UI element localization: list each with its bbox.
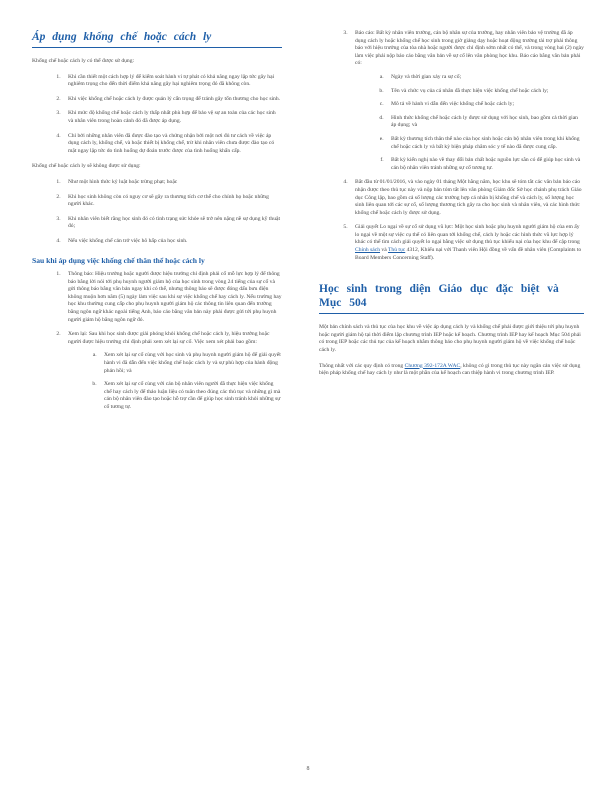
uses-list: [32, 74, 282, 156]
report-list-item: [349, 179, 584, 217]
wac-text-before: Thông nhất với các quy định có trong: [319, 362, 405, 369]
page-number: 8: [306, 766, 310, 772]
uses-list-item: 2. Khi việc khống chế hoặc cách ly được quản lý cẩn trọng để tránh gây tổn thương cho học sinh.: [62, 96, 282, 104]
uses-list-item: 4. Chỉ bởi những nhân viên đã được đào tạo và chứng nhận bởi một nơi đủ tư cách về việc áp dụng cách ly, khống chế, và hoặc thiết bị khống chế, trừ khi nhân viên chưa được đào tạo có mặt ngay lập tức do tình huống dự đoán trước được của tình huống khẩn cấp.: [62, 133, 282, 156]
section-title-applying-restraint: Áp dụng khống chế hoặc cách ly: [32, 30, 282, 48]
complaint-text-mid: và: [380, 247, 388, 254]
report-sublist-item: d. Hình thức khống chế hoặc cách ly được sử dụng với học sinh, bao gồm cả thời gian áp dụng; và: [385, 115, 584, 130]
nonuses-list-item: 2. Khi học sinh không còn có nguy cơ sẽ gây ra thương tích cơ thể cho chính họ hoặc những người khác.: [62, 194, 282, 209]
iep-paragraph: Một bản chính sách và thủ tục của học khu về việc áp dụng cách ly và khống chế phải được giới thiệu tới phụ huynh hoặc người giám hộ tại thời điểm lập chương trình IEP hoặc kế hoạch. Chương trình IEP hay kế hoạch Mục 504 phải có trong IEP hoặc các thủ tục của kế hoạch nhằm thông báo cho phụ huynh người giám hộ về việc khống chế hoặc cách ly.: [319, 324, 581, 354]
after-list: [32, 271, 282, 412]
annual-summary-text: Bắt đầu từ 01/01/2016, và vào ngày 01 tháng Một hằng năm, học khu sẽ tóm tắt các văn bản báo cáo nhận được theo thủ tục này và nộp bản tóm tắt lên văn phòng Giám đốc Sở học chánh phụ trách Giáo dục Công lập, bao gồm cả số lượng các trường hợp cá nhân bị khống chế và cách ly, số lượng học sinh liên quan tới các sự cố, số lượng thương tích gây ra cho học sinh và nhân viên, và các hình thức khống chế hoặc cách ly được sử dụng.: [355, 179, 582, 216]
wac-link[interactable]: Chương 392-172A WAC: [404, 362, 461, 369]
after-list-item: [62, 271, 282, 324]
nonuses-list-item: 3. Khi nhân viên biết rằng học sinh đó có tình trạng sức khỏe sẽ trở nên nặng nề sự dụng kỹ thuật đó;: [62, 216, 282, 231]
nonuses-list-item: 1. Như một hình thức kỷ luật hoặc trừng phạt; hoặc: [62, 179, 282, 187]
report-sublist-item: c. Mô tả về hành vi dẫn đến việc khống chế hoặc cách ly;: [385, 101, 584, 109]
complaint-text-before: Giải quyết Lo ngại về sự cố sử dụng vũ lực: Một học sinh hoặc phụ huynh người giám hộ của em ấy lo ngại về một sự việc cụ thể có liên quan tới khống chế, cách ly hoặc các hình thức vũ lực hợp lý khác có thể tìm cách giải quyết lo ngại bằng việc sử dụng thủ tục khiếu nại của học khu để cập trong: [355, 224, 580, 246]
report-list-item: [349, 224, 584, 262]
review-sublist-item: a. Xem xét lại sự cố cùng với học sinh và phụ huynh người giám hộ để giải quyết hành vi đã dẫn đến việc khống chế hoặc cách ly và sự phù hợp của hành động phản hồi; và: [98, 352, 282, 375]
nonuses-list-item: 4. Nếu việc khống chế cản trở việc hô hấp của học sinh.: [62, 238, 282, 246]
review-sublist-item: b. Xem xét lại sự cố cùng với cán bộ nhân viên người đã thực hiện việc khống chế hay cách ly để thảo luận liệu có tuân theo đúng các thủ tục và những gì mà cán bộ nhân viên đào tạo hoặc hỗ trợ cần để giúp học sinh tránh khỏi những sự cố tương tự.: [98, 381, 282, 411]
report-sublist: [355, 74, 584, 172]
report-list-item: [349, 30, 584, 172]
procedure-link[interactable]: Thủ tục: [388, 247, 406, 254]
nonuses-list: [32, 179, 282, 246]
section-title-special-education: Học sinh trong diện Giáo dục đặc biệt và Mục 504: [319, 282, 584, 314]
after-list-item: [62, 331, 282, 411]
wac-paragraph: [319, 363, 584, 378]
left-column: [32, 30, 282, 420]
report-sublist-item: e. Bất kỳ thương tích thân thể nào của học sinh hoặc cán bộ nhân viên trong khi khống chế hoặc cách ly và bất kỳ biện pháp chăm sóc y tế nào đã được cung cấp.: [385, 136, 584, 151]
right-column: [319, 30, 584, 386]
report-sublist-item: b. Tên và chức vụ của cá nhân đã thực hiện việc khống chế hoặc cách ly;: [385, 88, 584, 96]
report-list: [319, 30, 584, 262]
notification-text: Thông báo: Hiệu trưởng hoặc người được hiệu trưởng chỉ định phải cố mỗ lực hợp lý để thông báo bằng lời nói tới phụ huynh người giám hộ của học sinh trong vòng 24 tiếng của sự cố và gửi thông báo bằng văn bản ngay khi có thể, nhưng thông báo sẽ được đóng dấu bưu điện không muộn hơn năm (5) ngày làm việc sau khi sự việc khống chế hay cách ly. Nếu trường hay học khu thường cung cấp cho phụ huynh người giám hộ các thông tin liên quan đến trường bằng ngôn ngữ khác ngoài tiếng Anh, báo cáo bằng văn bản này phải được gửi tới phụ huynh người giám hộ bằng ngôn ngữ đó.: [68, 271, 282, 323]
uses-list-item: 3. Khi mức độ khống chế hoặc cách ly thấp nhất phù hợp để bảo vệ sự an toàn của các học sinh và nhân viên trong hoàn cảnh đó đã được áp dụng.: [62, 110, 282, 125]
uses-list-item: 1. Khi cần thiết một cách hợp lý để kiểm soát hành vi tự phát có khả năng ngay lập tức gây hại nghiêm trọng cho đến thời điểm khả năng gây hại nghiêm trọng đó đã không còn.: [62, 74, 282, 89]
report-text: Báo cáo: Bất kỳ nhân viên trường, cán bộ nhân sự của trường, hay nhân viên bảo vệ trường đã áp dụng cách ly hoặc khống chế học sinh trong giờ giảng dạy hoặc hoạt động trường tài trợ phải thông báo với hiệu trưởng của tòa nhà hoặc người được chỉ định sớm nhất có thể, và trong vòng hai (2) ngày làm việc phải nộp báo cáo bằng văn bản về sự cố lên văn phòng học khu. Báo cáo bằng văn bản phải có:: [355, 30, 584, 67]
wac-text-after: , không có gì trong thủ tục này ngăn cản việc sử dụng biện pháp khống chế hay cách ly như là một phần của kế hoạch can thiệp hành vi trong chương trình IEP.: [319, 362, 581, 377]
report-sublist-item: a. Ngày và thời gian xảy ra sự cố;: [385, 74, 584, 82]
review-text: Xem lại: Sau khi học sinh được giải phóng khỏi khống chế hoặc cách ly, hiệu trưởng hoặc người được hiệu trưởng chỉ định phải xem xét lại sự cố. Việc xem xét phải bao gồm:: [68, 331, 270, 345]
review-sublist: [68, 352, 282, 411]
subheading-after-restraint: Sau khi áp dụng việc khống chế thân thể hoặc cách ly: [32, 255, 205, 265]
report-sublist-item: f. Bất kỳ kiến nghị nào về thay đổi bản chất hoặc nguồn lực sẵn có để giúp học sinh và cán bộ nhân viên tránh những sự cố tương tự.: [385, 157, 584, 172]
policy-link[interactable]: Chính sách: [355, 247, 381, 254]
nonuses-intro: Khống chế hoặc cách ly sẽ không được sử dụng:: [32, 163, 141, 170]
complaint-text-after: 4312, Khiếu nại với Thanh viên Hội đồng về vấn đề nhân viên (Complaints to Board Members Concerning Staff).: [355, 247, 582, 261]
uses-intro: Khống chế hoặc cách ly có thể được sử dụng:: [32, 58, 135, 64]
